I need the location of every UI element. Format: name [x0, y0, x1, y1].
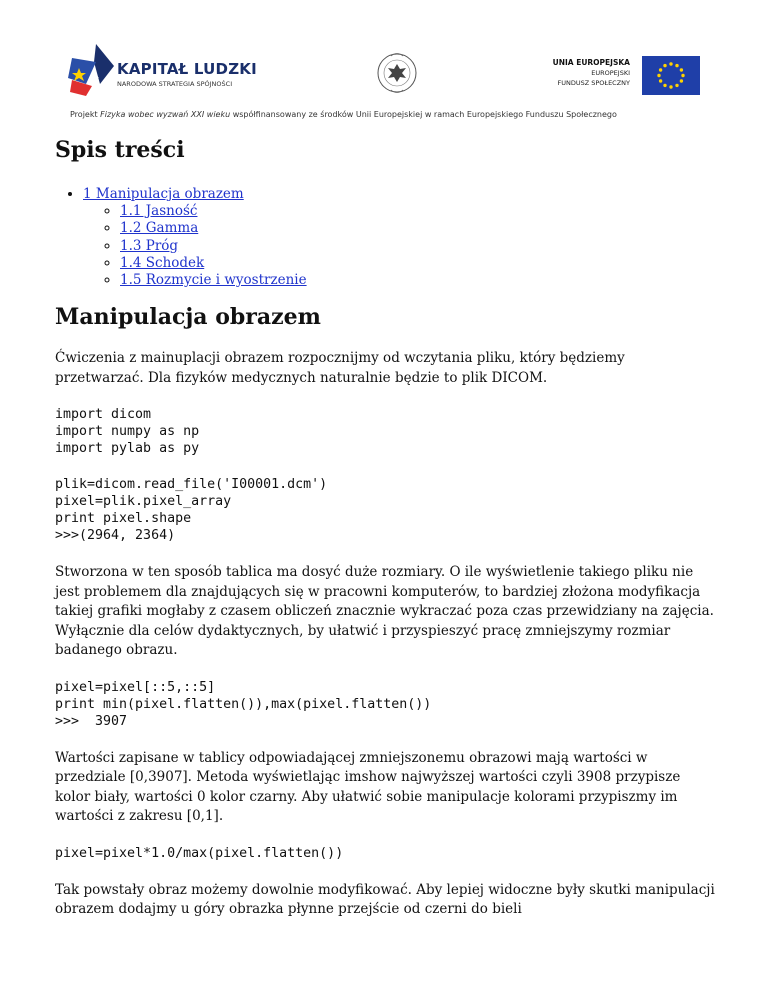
toc-item-main [83, 186, 715, 289]
article-content [55, 136, 715, 938]
project-suffix: współfinansowany ze środków Unii Europejskiej w ramach Europejskiego Funduszu Społecznego [230, 110, 617, 119]
toc-link-schodek[interactable]: 1.4 Schodek [120, 254, 205, 271]
toc-link-gamma[interactable]: 1.2 Gamma [120, 220, 199, 237]
toc-subitem [120, 220, 715, 237]
code-block-downsample: pixel=pixel[::5,::5] print min(pixel.flatten()),max(pixel.flatten()) >>> 3907 [55, 679, 432, 729]
toc-title: Spis treści [55, 137, 185, 163]
header-banner [0, 0, 768, 130]
code-block-read-file: plik=dicom.read_file('I00001.dcm') pixel=plik.pixel_array print pixel.shape >>>(2964, 2364) [55, 477, 328, 544]
code-block-normalize: pixel=pixel*1.0/max(pixel.flatten()) [55, 845, 344, 861]
toc-subitem [120, 272, 715, 289]
eu-line-3: FUNDUSZ SPOŁECZNY [557, 79, 630, 87]
project-prefix: Projekt [70, 110, 101, 119]
paragraph-size: Stworzona w ten sposób tablica ma dosyć duże rozmiary. O ile wyświetlenie takiego pliku nie jest problemem dla znajdujących się w pracowni komputerów, to bardziej złożona modyfikacja takiej grafiki mogłaby z czasem obliczeń znacznie wykraczać poza czas przewidziany na zajęcia. Wyłącznie dla celów dydaktycznych, by ułatwić i przyspieszyć pracę zmniejszymy rozmiar badanego obrazu. [55, 564, 714, 659]
table-of-contents [55, 186, 715, 289]
section-heading: Manipulacja obrazem [55, 304, 321, 331]
toc-subitem [120, 255, 715, 272]
project-title: Fizyka wobec wyzwań XXI wieku [100, 110, 231, 119]
paragraph-intro: Ćwiczenia z mainuplacji obrazem rozpocznijmy od wczytania pliku, który będziemy przetwarzać. Dla fizyków medycznych naturalnie będzie to plik DICOM. [55, 350, 625, 386]
project-line [70, 110, 617, 119]
code-block-imports: import dicom import numpy as np import pylab as py [55, 407, 200, 457]
toc-sublist [83, 203, 715, 289]
kapital-ludzki-title: KAPITAŁ LUDZKI [117, 60, 257, 78]
toc-subitem [120, 203, 715, 220]
toc-link-prog[interactable]: 1.3 Próg [120, 237, 179, 254]
eu-text-block [553, 58, 630, 88]
toc-subitem [120, 238, 715, 255]
paragraph-gradient: Tak powstały obraz możemy dowolnie modyfikować. Aby lepiej widoczne były skutki manipulacji obrazem dodajmy u góry obrazka płynne przejście od czerni do bieli [55, 881, 715, 918]
toc-link-manipulacja[interactable]: 1 Manipulacja obrazem [83, 186, 244, 202]
kapital-ludzki-logo [66, 44, 114, 96]
kapital-ludzki-subtitle: NARODOWA STRATEGIA SPÓJNOŚCI [117, 80, 233, 88]
university-seal-icon [376, 50, 418, 96]
paragraph-values: Wartości zapisane w tablicy odpowiadającej zmniejszonemu obrazowi mają wartości w przedziale [0,3907]. Metoda wyświetlając imshow najwyższej wartości czyli 3908 przypisze kolor biały, wartości 0 kolor czarny. Aby ułatwić sobie manipulacje kolorami przypiszmy im wartości z zakresu [0,1]. [55, 749, 681, 825]
eu-line-2: EUROPEJSKI [591, 69, 630, 77]
toc-link-jasnosc[interactable]: 1.1 Jasność [120, 203, 198, 220]
toc-link-rozmycie[interactable]: 1.5 Rozmycie i wyostrzenie [120, 272, 307, 289]
eu-flag-icon [642, 56, 700, 95]
eu-line-1: UNIA EUROPEJSKA [552, 58, 630, 67]
